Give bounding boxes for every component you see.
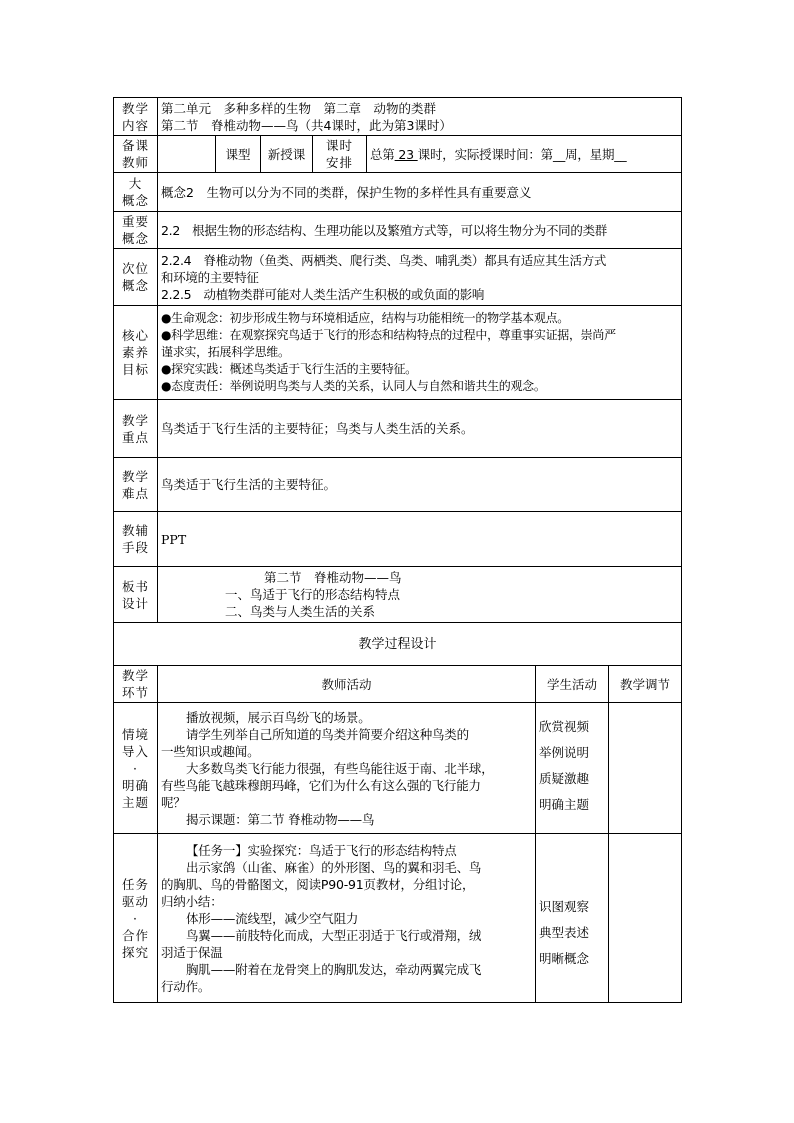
- stage-task-adjust: [609, 834, 682, 1003]
- header-stage: 教学 环节: [114, 666, 158, 703]
- literacy-inquiry-practice: ●探究实践：概述鸟类适于飞行生活的主要特征。: [161, 362, 417, 376]
- lesson-plan-table: [113, 97, 682, 1003]
- literacy-life-view: ●生命观念：初步形成生物与环境相适应，结构与功能相统一的物学基本观点。: [161, 311, 569, 325]
- row-stage-intro: [114, 703, 682, 834]
- header-student-activity: 学生活动: [536, 666, 609, 703]
- literacy-science-thinking: ●科学思维：在观察探究鸟适于飞行的形态和结构特点的过程中，尊重事实证据，崇尚严: [161, 328, 616, 342]
- key-point-text: 鸟类适于飞行生活的主要特征；鸟类与人类生活的关系。: [158, 400, 682, 458]
- schedule-text: 总第 23 课时，实际授课时间：第__周，星期__: [367, 136, 682, 173]
- row-prep-teacher: [114, 136, 682, 173]
- row-sub-concept: [114, 249, 682, 306]
- row-big-concept: [114, 173, 682, 212]
- row-stage-task: [114, 834, 682, 1003]
- header-teacher-activity: 教师活动: [158, 666, 536, 703]
- row-teaching-content: [114, 98, 682, 136]
- lesson-type-value: 新授课: [261, 136, 313, 173]
- label-key-point: 教学 重点: [114, 400, 158, 458]
- board-point-1: 一、鸟适于飞行的形态结构特点: [225, 587, 401, 602]
- board-title: 第二节 脊椎动物——鸟: [264, 570, 402, 585]
- task-one-title: 【任务一】实验探究：鸟适于飞行的形态结构特点: [186, 842, 457, 858]
- label-big-concept: 大 概念: [114, 173, 158, 212]
- lesson-type-label: 课型: [216, 136, 261, 173]
- total-lesson-number: 23: [394, 146, 418, 162]
- label-prep-teacher: 备课 教师: [114, 136, 158, 173]
- row-difficulty: [114, 458, 682, 512]
- label-difficulty: 教学 难点: [114, 458, 158, 512]
- stage-intro-student: 欣赏视频 举例说明 质疑激趣 明确主题: [536, 703, 609, 834]
- label-stage-task: 任务 驱动 · 合作 探究: [114, 834, 158, 1003]
- stage-task-teacher: 【任务一】实验探究：鸟适于飞行的形态结构特点 出示家鸽（山雀、麻雀）的外形图、鸟的翼和羽毛、鸟 的胸肌、鸟的骨骼图文，阅读P90-91页教材，分组讨论， 归纳小结： 体形——流线型，减少空气阻力 鸟翼——前肢特化而成，大型正羽适于飞行或滑翔，绒 羽适于保温 胸肌——附着在龙骨突上的胸肌发达，牵动两翼完成飞 行动作。: [158, 834, 536, 1003]
- prep-teacher-name: [158, 136, 216, 173]
- header-teaching-adjust: 教学调节: [609, 666, 682, 703]
- teaching-aids-text: PPT: [158, 512, 682, 567]
- schedule-label: 课时 安排: [313, 136, 367, 173]
- row-key-point: [114, 400, 682, 458]
- row-teaching-aids: [114, 512, 682, 567]
- board-point-2: 二、鸟类与人类生活的关系: [225, 604, 376, 619]
- sub-concept-text: 2.2.4 脊椎动物（鱼类、两栖类、爬行类、鸟类、哺乳类）都具有适应其生活方式 和环境的主要特征 2.2.5 动植物类群可能对人类生活产生积极的或负面的影响: [158, 249, 682, 306]
- difficulty-text: 鸟类适于飞行生活的主要特征。: [158, 458, 682, 512]
- teaching-content-text: 第二单元 多种多样的生物 第二章 动物的类群 第二节 脊椎动物——鸟（共4课时，此为第3课时）: [158, 98, 682, 136]
- label-key-concept: 重要 概念: [114, 212, 158, 249]
- stage-intro-adjust: [609, 703, 682, 834]
- row-process-title: [114, 623, 682, 666]
- label-core-literacy: 核心 素养 目标: [114, 306, 158, 400]
- board-design-text: [158, 567, 682, 623]
- row-key-concept: [114, 212, 682, 249]
- row-core-literacy: [114, 306, 682, 400]
- row-board-design: [114, 567, 682, 623]
- label-board-design: 板书 设计: [114, 567, 158, 623]
- big-concept-text: 概念2 生物可以分为不同的类群，保护生物的多样性具有重要意义: [158, 173, 682, 212]
- row-process-header: [114, 666, 682, 703]
- key-concept-text: 2.2 根据生物的形态结构、生理功能以及繁殖方式等，可以将生物分为不同的类群: [158, 212, 682, 249]
- stage-task-student: 识图观察 典型表述 明晰概念: [536, 834, 609, 1003]
- label-teaching-content: 教学 内容: [114, 98, 158, 136]
- label-stage-intro: 情境 导入 · 明确 主题: [114, 703, 158, 834]
- label-sub-concept: 次位 概念: [114, 249, 158, 306]
- core-literacy-text: ●生命观念：初步形成生物与环境相适应，结构与功能相统一的物学基本观点。 ●科学思维：在观察探究鸟适于飞行的形态和结构特点的过程中，尊重事实证据，崇尚严 谨求实，拓展科学思维。 ●探究实践：概述鸟类适于飞行生活的主要特征。 ●态度责任：举例说明鸟类与人类的关系，认同人与自然和谐共生的观念。: [158, 306, 682, 400]
- process-design-title: 教学过程设计: [114, 623, 682, 666]
- literacy-attitude: ●态度责任：举例说明鸟类与人类的关系，认同人与自然和谐共生的观念。: [161, 379, 546, 393]
- stage-intro-teacher: 播放视频，展示百鸟纷飞的场景。 请学生列举自己所知道的鸟类并简要介绍这种鸟类的 一些知识或趣闻。 大多数鸟类飞行能力很强，有些鸟能往返于南、北半球， 有些鸟能飞越珠穆朗玛峰，它们为什么有这么强的飞行能力 呢？ 揭示课题：第二节 脊椎动物——鸟: [158, 703, 536, 834]
- label-teaching-aids: 教辅 手段: [114, 512, 158, 567]
